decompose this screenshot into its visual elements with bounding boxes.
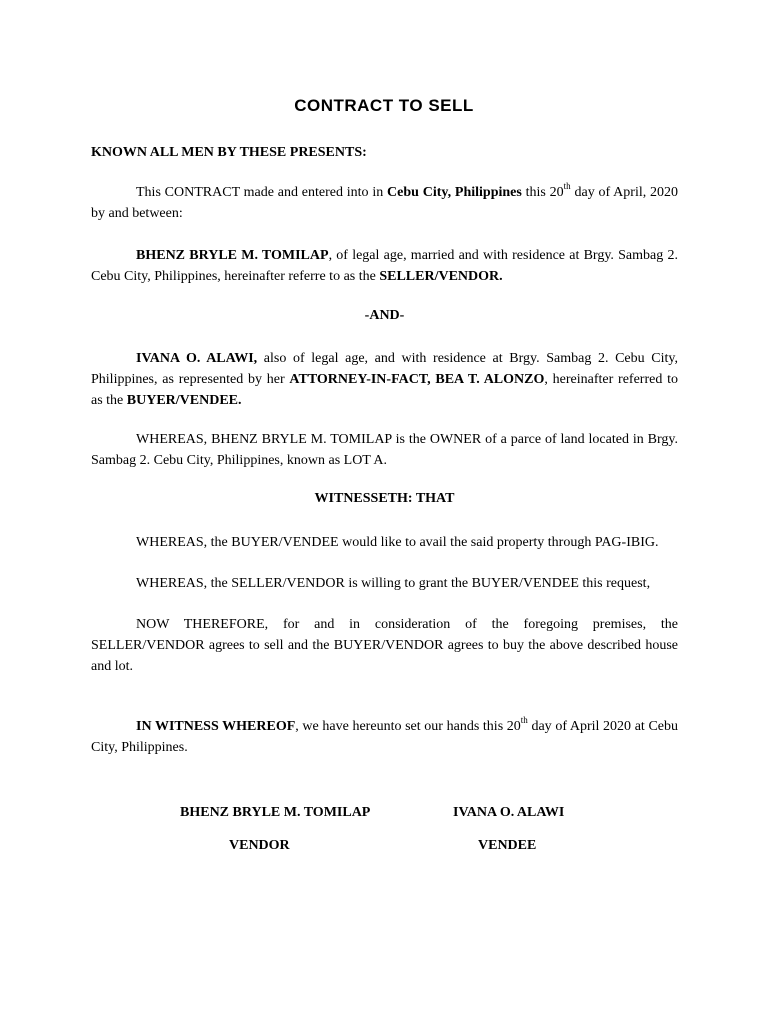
place-city: Cebu City, Philippines [387, 185, 522, 200]
vendor-signatory-name: BHENZ BRYLE M. TOMILAP [180, 805, 371, 820]
vendee-label: VENDEE [478, 838, 537, 853]
seller-name: BHENZ BRYLE M. TOMILAP [136, 248, 329, 263]
buyer-name: IVANA O. ALAWI, [136, 351, 258, 366]
paragraph-whereas-grant: WHEREAS, the SELLER/VENDOR is willing to grant the BUYER/VENDEE this request, [136, 576, 651, 591]
seller-role: SELLER/VENDOR. [379, 269, 503, 284]
vendor-label: VENDOR [229, 838, 290, 853]
paragraph-buyer: IVANA O. ALAWI, also of legal age, and with residence at Brgy. Sambag 2. Cebu City, Philippines, as represented by her ATTORNEY-IN-FACT, BEA T. ALONZO, hereinafter referred to as the BUYER/VENDEE. [91, 351, 679, 408]
paragraph-in-witness: IN WITNESS WHEREOF, we have hereunto set our hands this 20th day of April 2020 at Cebu City, Philippines. [91, 715, 679, 755]
attorney-in-fact: ATTORNEY-IN-FACT, BEA T. ALONZO [289, 372, 545, 387]
preamble-heading: KNOWN ALL MEN BY THESE PRESENTS: [91, 145, 367, 160]
vendee-signatory-name: IVANA O. ALAWI [453, 805, 565, 820]
in-witness-lead: IN WITNESS WHEREOF [136, 719, 296, 734]
document-title: CONTRACT TO SELL [294, 96, 474, 115]
paragraph-now-therefore: NOW THEREFORE, for and in consideration of the foregoing premises, the SELLER/VENDOR agrees to sell and the BUYER/VENDOR agrees to buy the above described house and lot. [91, 617, 678, 674]
paragraph-whereas-pagibig: WHEREAS, the BUYER/VENDEE would like to avail the said property through PAG-IBIG. [136, 535, 659, 550]
buyer-role: BUYER/VENDEE. [126, 393, 242, 408]
paragraph-seller: BHENZ BRYLE M. TOMILAP, of legal age, married and with residence at Brgy. Sambag 2. Cebu City, Philippines, hereinafter referre to as the SELLER/VENDOR. [91, 248, 678, 284]
paragraph-contract-intro: This CONTRACT made and entered into in Cebu City, Philippines this 20th day of April, 2020 by and between: [91, 181, 679, 221]
and-separator: -AND- [364, 308, 405, 323]
witnesseth-heading: WITNESSETH: THAT [314, 491, 455, 506]
paragraph-ownership: WHEREAS, BHENZ BRYLE M. TOMILAP is the OWNER of a parce of land located in Brgy. Sambag 2. Cebu City, Philippines, known as LOT A. [91, 432, 678, 468]
